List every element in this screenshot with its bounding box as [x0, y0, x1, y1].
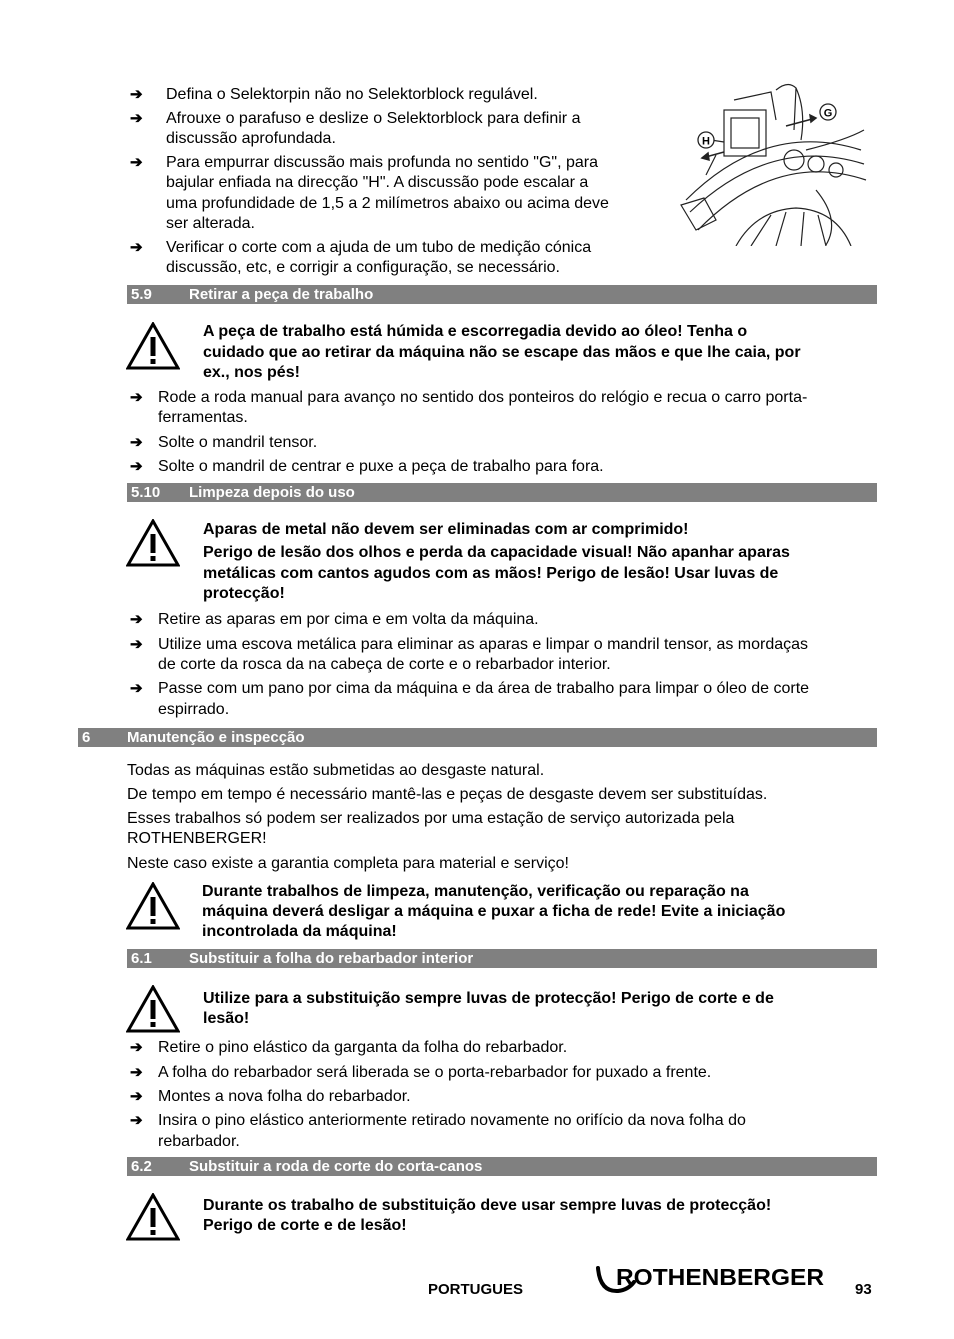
list-item-cont: discussão aprofundada. [166, 130, 336, 147]
arrow-right-icon: ➔ [130, 636, 143, 653]
list-item: Passe com um pano por cima da máquina e da área de trabalho para limpar o óleo de corte [158, 680, 810, 697]
arrow-right-icon: ➔ [130, 434, 143, 451]
section-number: 5.9 [131, 286, 152, 303]
footer-language: PORTUGUES [428, 1281, 524, 1298]
warning-triangle-icon [126, 1193, 180, 1241]
list-item-cont: rebarbador. [158, 1133, 240, 1150]
list-item-cont: ferramentas. [158, 409, 248, 426]
section-number: 6.2 [131, 1158, 152, 1175]
warning-text-line: máquina deverá desligar a máquina e puxar a ficha de rede! Evite a iniciação [202, 903, 786, 920]
warning-triangle-icon [126, 882, 180, 930]
section-header-5-9 [127, 285, 877, 304]
paragraph: Esses trabalhos só podem ser realizados por uma estação de serviço autorizada pela [127, 810, 735, 827]
warning-triangle-icon [126, 985, 180, 1033]
list-item: Retire o pino elástico da garganta da folha do rebarbador. [158, 1039, 568, 1056]
arrow-right-icon: ➔ [130, 1088, 143, 1105]
figure-label-g: G [823, 107, 833, 120]
section-number: 6 [82, 729, 91, 746]
warning-text-line: ex., nos pés! [203, 364, 300, 381]
list-item: Defina o Selektorpin não no Selektorblock regulável. [166, 86, 538, 103]
paragraph: Neste caso existe a garantia completa para material e serviço! [127, 855, 569, 872]
arrow-right-icon: ➔ [130, 1064, 143, 1081]
list-item: Solte o mandril tensor. [158, 434, 318, 451]
list-item-cont: ser alterada. [166, 215, 255, 232]
list-item: Para empurrar discussão mais profunda no sentido "G", para [166, 154, 599, 171]
arrow-right-icon: ➔ [130, 110, 143, 127]
list-item-cont: uma profundidade de 1,5 a 2 milímetros abaixo ou acima deve [166, 195, 609, 212]
warning-text-line: Utilize para a substituição sempre luvas de protecção! Perigo de corte e de [203, 990, 774, 1007]
list-item: Rode a roda manual para avanço no sentido dos ponteiros do relógio e recua o carro porta- [158, 389, 808, 406]
arrow-right-icon: ➔ [130, 458, 143, 475]
section-header-6 [78, 728, 877, 747]
warning-text-line: metálicas com cantos agudos com as mãos! Perigo de lesão! Usar luvas de [203, 565, 779, 582]
paragraph-cont: ROTHENBERGER! [127, 830, 267, 847]
warning-text-line: cuidado que ao retirar da máquina não se escape das mãos e que lhe caia, por [203, 344, 801, 361]
rothenberger-logo [594, 1262, 834, 1298]
section-header-6-2 [127, 1157, 877, 1176]
arrow-right-icon: ➔ [130, 611, 143, 628]
list-item: Verificar o corte com a ajuda de um tubo de medição cónica [166, 239, 592, 256]
list-item: Retire as aparas em por cima e em volta da máquina. [158, 611, 539, 628]
list-item: Montes a nova folha do rebarbador. [158, 1088, 411, 1105]
warning-text-line: Aparas de metal não devem ser eliminadas com ar comprimido! [203, 521, 689, 538]
warning-triangle-icon [126, 322, 180, 370]
section-title: Retirar a peça de trabalho [189, 286, 374, 303]
section-title: Manutenção e inspecção [127, 729, 305, 746]
list-item-cont: de corte da rosca da na cabeça de corte e o rebarbador interior. [158, 656, 611, 673]
section-header-5-10 [127, 483, 877, 502]
arrow-right-icon: ➔ [130, 86, 143, 103]
warning-triangle-icon [126, 519, 180, 567]
threading-head-illustration [676, 80, 868, 246]
list-item-cont: espirrado. [158, 701, 230, 718]
list-item-cont: discussão, etc, e corrigir a configuração, se necessário. [166, 259, 560, 276]
paragraph: De tempo em tempo é necessário mantê-las e peças de desgaste devem ser substituídas. [127, 786, 768, 803]
paragraph: Todas as máquinas estão submetidas ao desgaste natural. [127, 762, 545, 779]
warning-text-line: Perigo de lesão dos olhos e perda da capacidade visual! Não apanhar aparas [203, 544, 790, 561]
brand-wordmark: ROTHENBERGER [616, 1264, 825, 1290]
warning-text-line: incontrolada da máquina! [202, 923, 397, 940]
page-number: 93 [855, 1281, 872, 1298]
list-item: Utilize uma escova metálica para eliminar as aparas e limpar o mandril tensor, as mordaças [158, 636, 809, 653]
warning-text-line: A peça de trabalho está húmida e escorregadia devido ao óleo! Tenha o [203, 323, 748, 340]
figure-label-h: H [702, 135, 710, 148]
warning-text-line: Perigo de corte e de lesão! [203, 1217, 407, 1234]
arrow-right-icon: ➔ [130, 154, 143, 171]
list-item: Solte o mandril de centrar e puxe a peça de trabalho para fora. [158, 458, 604, 475]
warning-text-line: Durante trabalhos de limpeza, manutenção, verificação ou reparação na [202, 883, 749, 900]
warning-text-line: lesão! [203, 1010, 250, 1027]
list-item: Insira o pino elástico anteriormente retirado novamente no orifício da nova folha do [158, 1112, 746, 1129]
list-item-cont: bajular enfiada na direcção "H". A discussão pode escalar a [166, 174, 589, 191]
list-item: A folha do rebarbador será liberada se o porta-rebarbador for puxado a frente. [158, 1064, 712, 1081]
section-number: 6.1 [131, 950, 152, 967]
section-title: Substituir a folha do rebarbador interior [189, 950, 474, 967]
arrow-right-icon: ➔ [130, 239, 143, 256]
section-title: Substituir a roda de corte do corta-canos [189, 1158, 483, 1175]
arrow-right-icon: ➔ [130, 1112, 143, 1129]
section-header-6-1 [127, 949, 877, 968]
section-title: Limpeza depois do uso [189, 484, 355, 501]
arrow-right-icon: ➔ [130, 680, 143, 697]
list-item: Afrouxe o parafuso e deslize o Selektorblock para definir a [166, 110, 581, 127]
section-number: 5.10 [131, 484, 161, 501]
warning-text-line: protecção! [203, 585, 285, 602]
arrow-right-icon: ➔ [130, 1039, 143, 1056]
arrow-right-icon: ➔ [130, 389, 143, 406]
warning-text-line: Durante os trabalho de substituição deve usar sempre luvas de protecção! [203, 1197, 772, 1214]
